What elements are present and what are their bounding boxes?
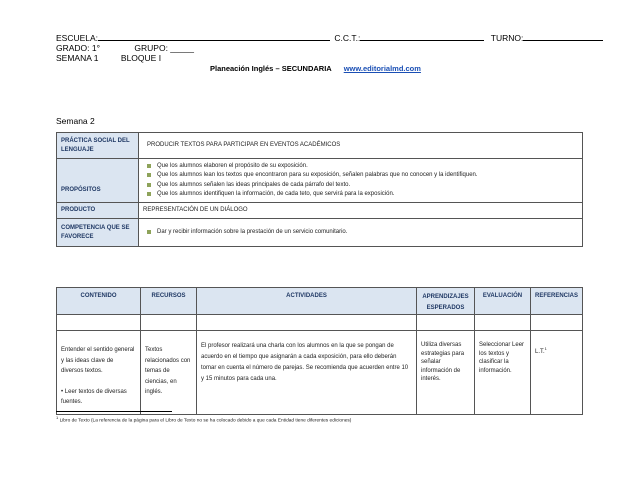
proposito-item: Que los alumnos identifiquen la información, de cada teto, que servirá para la exposición. (147, 190, 578, 199)
semana-2-label: Semana 2 (56, 116, 95, 126)
row-practica (57, 133, 583, 159)
cct-label: C.C.T.: (334, 33, 361, 43)
row-competencia (57, 219, 583, 247)
turno-blank (523, 32, 603, 41)
editorial-link[interactable]: www.editorialmd.com (343, 64, 421, 73)
proposito-item: Que los alumnos lean los textos que encontraron para su exposición, señalen palabras que no conocen y la identifiquen. (147, 171, 578, 180)
activity-table (56, 287, 583, 415)
row-propositos (57, 159, 583, 203)
escuela-label: ESCUELA: (56, 33, 99, 43)
contenido-cell (57, 331, 141, 415)
header-referencias: REFERENCIAS (531, 288, 583, 315)
evaluacion-cell: Seleccionar Leer los textos y clasificar la información. (475, 331, 531, 415)
cct-blank (360, 32, 484, 41)
proposito-item: Que los alumnos elaboren el propósito de su exposición. (147, 162, 578, 171)
turno-label: TURNO: (490, 33, 524, 43)
header-evaluacion: EVALUACIÓN (475, 288, 531, 315)
practica-label: PRÁCTICA SOCIAL DEL LENGUAJE (57, 133, 139, 159)
competencia-value (139, 219, 583, 247)
competencia-label: COMPETENCIA QUE SE FAVORECE (57, 219, 139, 247)
footnote-text: Libro de Texto (La referencia de la página para el Libro de Texto no se ha colocado debido a que cada Entidad tiene diferentes ediciones) (58, 418, 352, 424)
contenido-bullet: • Leer textos de diversas fuentes. (61, 388, 127, 405)
table-row (57, 331, 583, 415)
grado-label: GRADO: 1° (56, 43, 101, 53)
activity-spacer-row (57, 315, 583, 331)
semana-label: SEMANA 1 (56, 53, 99, 63)
row-producto (57, 203, 583, 219)
referencias-text: L.T. (535, 349, 545, 355)
header-actividades: ACTIVIDADES (197, 288, 417, 315)
practica-value: PRODUCIR TEXTOS PARA PARTICIPAR EN EVENTOS ACADÉMICOS (139, 133, 583, 159)
bloque-label: BLOQUE I (120, 53, 162, 63)
header-contenido: CONTENIDO (57, 288, 141, 315)
footnote (56, 415, 351, 424)
grupo-label: GRUPO: _____ (134, 43, 194, 53)
activity-header-row (57, 288, 583, 315)
header-line-2 (56, 43, 194, 53)
contenido-text: Entender el sentido general y las ideas clave de diversos textos. (61, 347, 135, 374)
recursos-cell: Textos relacionados con temas de ciencias, en inglés. (141, 331, 197, 415)
title-text: Planeación Inglés – SECUNDARIA (210, 64, 332, 73)
producto-label: PRODUCTO (57, 203, 139, 219)
propositos-label: PROPÓSITOS (57, 159, 139, 203)
planning-table (56, 132, 583, 247)
footnote-divider (56, 411, 172, 412)
footnote-marker: 1 (56, 415, 59, 420)
referencias-cell (531, 331, 583, 415)
page-title (210, 64, 421, 73)
footnote-ref: 1 (544, 346, 547, 351)
actividades-cell: El profesor realizará una charla con los alumnos en la que se pongan de acuerdo en el tiempo que asignarán a cada exposición, para ello deberán tomar en cuenta el número de parejas. Se recomienda que acuerden entre 10 y 15 minutos para cada una. (197, 331, 417, 415)
header-aprendizajes: APRENDIZAJES ESPERADOS (417, 288, 475, 315)
producto-value: REPRESENTACIÓN DE UN DIÁLOGO (139, 203, 583, 219)
escuela-blank (98, 32, 330, 41)
aprendizajes-cell: Utiliza diversas estrategias para señalar información de interés. (417, 331, 475, 415)
header-line-1 (56, 32, 603, 43)
header-recursos: RECURSOS (141, 288, 197, 315)
competencia-item: Dar y recibir información sobre la prestación de un servicio comunitario. (147, 228, 578, 237)
propositos-list (139, 159, 583, 203)
proposito-item: Que los alumnos señalen las ideas principales de cada párrafo del texto. (147, 181, 578, 190)
header-line-3 (56, 53, 161, 63)
